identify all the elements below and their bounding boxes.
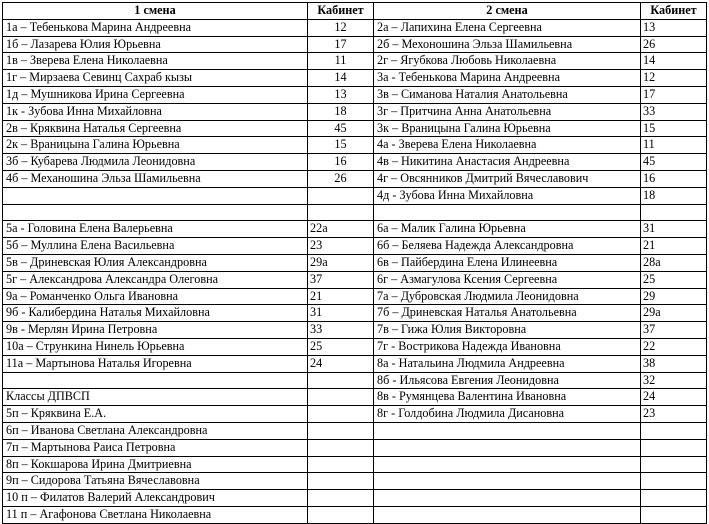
- table-row: [3, 406, 707, 423]
- table-row: [3, 506, 707, 523]
- shift-1-room: 37: [308, 271, 374, 288]
- shift-2-room: [641, 204, 707, 221]
- shift-2-class-teacher: 6г – Азмагулова Ксения Сергеевна: [374, 271, 641, 288]
- shift-2-class-teacher: [374, 473, 641, 490]
- shift-1-room: 29а: [308, 254, 374, 271]
- shift-1-class-teacher: [3, 372, 308, 389]
- table-row: [3, 338, 707, 355]
- shift-1-room: [308, 439, 374, 456]
- shift-1-class-teacher: 1г – Мирзаева Севинц Сахраб кызы: [3, 70, 308, 87]
- shift-1-class-teacher: 5п – Кряквина Е.А.: [3, 406, 308, 423]
- shift-1-room: [308, 506, 374, 523]
- shift-1-room: [308, 204, 374, 221]
- shift-1-class-teacher: 5а - Головина Елена Валерьевна: [3, 221, 308, 238]
- shift-1-class-teacher: 9п – Сидорова Татьяна Вячеславовна: [3, 473, 308, 490]
- table-row: [3, 86, 707, 103]
- shift-2-room: 24: [641, 389, 707, 406]
- shift-1-class-teacher: 6п – Иванова Светлана Александровна: [3, 422, 308, 439]
- shift-2-room: 45: [641, 154, 707, 171]
- shift-2-class-teacher: 8г - Голдобина Людмила Дисановна: [374, 406, 641, 423]
- table-row: [3, 456, 707, 473]
- shift-1-class-teacher: 11а – Мартынова Наталья Игоревна: [3, 355, 308, 372]
- shift-2-class-teacher: 8б - Ильясова Евгения Леонидовна: [374, 372, 641, 389]
- shift-1-room: 31: [308, 305, 374, 322]
- shift-2-room: 38: [641, 355, 707, 372]
- table-row: [3, 422, 707, 439]
- shift-2-class-teacher: 2г – Ягубкова Любовь Николаевна: [374, 53, 641, 70]
- shift-1-class-teacher: 5б – Муллина Елена Васильевна: [3, 238, 308, 255]
- shift-2-class-teacher: 6б – Беляева Надежда Александровна: [374, 238, 641, 255]
- shift-2-room: 17: [641, 86, 707, 103]
- shift-1-class-teacher: 7п – Мартынова Раиса Петровна: [3, 439, 308, 456]
- shift-1-class-teacher: 8п – Кокшарова Ирина Дмитриевна: [3, 456, 308, 473]
- room-2-header: Кабинет: [641, 3, 707, 20]
- shift-2-room: 32: [641, 372, 707, 389]
- shift-2-room: 11: [641, 137, 707, 154]
- shift-1-class-teacher: 5в – Дриневская Юлия Александровна: [3, 254, 308, 271]
- shift-2-class-teacher: 8а - Натальина Людмила Андреевна: [374, 355, 641, 372]
- shift-1-room: 45: [308, 120, 374, 137]
- shift-2-class-teacher: [374, 490, 641, 507]
- table-row: [3, 355, 707, 372]
- room-1-header: Кабинет: [308, 3, 374, 20]
- shift-2-class-teacher: 2б – Мехоношина Эльза Шамильевна: [374, 36, 641, 53]
- shift-1-class-teacher: [3, 204, 308, 221]
- header-row: [3, 3, 707, 20]
- shift-2-room: [641, 506, 707, 523]
- table-row: [3, 238, 707, 255]
- shift-2-room: 22: [641, 338, 707, 355]
- shift-2-room: 15: [641, 120, 707, 137]
- table-row: [3, 288, 707, 305]
- table-row: [3, 204, 707, 221]
- table-row: [3, 490, 707, 507]
- shift-1-room: 23: [308, 238, 374, 255]
- shift-2-class-teacher: 8в - Румянцева Валентина Ивановна: [374, 389, 641, 406]
- shift-2-class-teacher: [374, 439, 641, 456]
- shift-1-room: [308, 422, 374, 439]
- shift-2-room: 25: [641, 271, 707, 288]
- shift-2-class-teacher: 3в – Симанова Наталия Анатольевна: [374, 86, 641, 103]
- table-row: [3, 53, 707, 70]
- shift-2-class-teacher: 3г – Притчина Анна Анатольевна: [374, 103, 641, 120]
- shift-1-room: [308, 473, 374, 490]
- shift-1-room: 12: [308, 19, 374, 36]
- table-row: [3, 221, 707, 238]
- shift-2-room: 28а: [641, 254, 707, 271]
- shift-1-room: 11: [308, 53, 374, 70]
- shift-2-room: 33: [641, 103, 707, 120]
- shift-2-class-teacher: 7б – Дриневская Наталья Анатольевна: [374, 305, 641, 322]
- table-row: [3, 305, 707, 322]
- shift-2-room: 12: [641, 70, 707, 87]
- shift-1-room: [308, 456, 374, 473]
- shift-1-class-teacher: 2к – Враницына Галина Юрьевна: [3, 137, 308, 154]
- shift-1-class-teacher: 1б – Лазарева Юлия Юрьевна: [3, 36, 308, 53]
- shift-1-class-teacher: 9а – Романченко Ольга Ивановна: [3, 288, 308, 305]
- shift-2-room: [641, 456, 707, 473]
- shift-2-room: 13: [641, 19, 707, 36]
- shift-1-room: 24: [308, 355, 374, 372]
- shift-1-header: 1 смена: [3, 3, 308, 20]
- shift-1-class-teacher: 1а – Тебенькова Марина Андреевна: [3, 19, 308, 36]
- shift-1-class-teacher: 1в – Зверева Елена Николаевна: [3, 53, 308, 70]
- shift-1-room: [308, 490, 374, 507]
- shift-1-room: 21: [308, 288, 374, 305]
- shift-2-class-teacher: 3а - Тебенькова Марина Андреевна: [374, 70, 641, 87]
- shift-1-class-teacher: 2в – Кряквина Наталья Сергеевна: [3, 120, 308, 137]
- shift-2-room: 23: [641, 406, 707, 423]
- shift-1-class-teacher: 11 п – Агафонова Светлана Николаевна: [3, 506, 308, 523]
- shift-2-class-teacher: 4г – Овсянников Дмитрий Вячеславович: [374, 170, 641, 187]
- shift-2-room: [641, 439, 707, 456]
- shift-2-room: 29: [641, 288, 707, 305]
- shift-2-room: 29а: [641, 305, 707, 322]
- shift-2-class-teacher: 4а - Зверева Елена Николаевна: [374, 137, 641, 154]
- shift-2-class-teacher: 2а – Лапихина Елена Сергеевна: [374, 19, 641, 36]
- shift-2-class-teacher: 6в – Пайбердина Елена Илинеевна: [374, 254, 641, 271]
- shift-2-class-teacher: [374, 204, 641, 221]
- shift-2-class-teacher: 7а – Дубровская Людмила Леонидовна: [374, 288, 641, 305]
- table-row: [3, 439, 707, 456]
- shift-2-class-teacher: 4д - Зубова Инна Михайловна: [374, 187, 641, 204]
- shift-1-room: 33: [308, 322, 374, 339]
- shift-1-class-teacher: 1д – Мушникова Ирина Сергеевна: [3, 86, 308, 103]
- shift-2-room: [641, 490, 707, 507]
- shift-1-room: 14: [308, 70, 374, 87]
- shift-1-room: 26: [308, 170, 374, 187]
- shift-2-room: [641, 473, 707, 490]
- table-row: [3, 36, 707, 53]
- table-row: [3, 372, 707, 389]
- shift-2-room: 16: [641, 170, 707, 187]
- table-row: [3, 473, 707, 490]
- table-row: [3, 120, 707, 137]
- shift-2-room: 26: [641, 36, 707, 53]
- shift-1-room: [308, 406, 374, 423]
- shift-1-class-teacher: 1к - Зубова Инна Михайловна: [3, 103, 308, 120]
- table-row: [3, 70, 707, 87]
- shift-2-class-teacher: 7в – Гижа Юлия Викторовна: [374, 322, 641, 339]
- shift-1-room: 22а: [308, 221, 374, 238]
- schedule-body: [3, 19, 707, 523]
- table-row: [3, 187, 707, 204]
- shift-2-room: [641, 422, 707, 439]
- shift-2-room: 37: [641, 322, 707, 339]
- shift-2-class-teacher: 6а – Малик Галина Юрьевна: [374, 221, 641, 238]
- schedule-table: [2, 2, 707, 524]
- shift-2-class-teacher: 4в – Никитина Анастасия Андреевна: [374, 154, 641, 171]
- shift-2-room: 14: [641, 53, 707, 70]
- shift-1-room: 15: [308, 137, 374, 154]
- shift-1-class-teacher: 5г – Александрова Александра Олеговна: [3, 271, 308, 288]
- table-row: [3, 154, 707, 171]
- shift-1-class-teacher: 9б - Калибердина Наталья Михайловна: [3, 305, 308, 322]
- shift-1-class-teacher: 10 п – Филатов Валерий Александрович: [3, 490, 308, 507]
- shift-1-room: 17: [308, 36, 374, 53]
- shift-1-room: 18: [308, 103, 374, 120]
- shift-2-header: 2 смена: [374, 3, 641, 20]
- shift-1-room: [308, 187, 374, 204]
- shift-1-room: 25: [308, 338, 374, 355]
- shift-1-room: 16: [308, 154, 374, 171]
- table-row: [3, 322, 707, 339]
- shift-1-class-teacher: 10а – Стрункина Нинель Юрьевна: [3, 338, 308, 355]
- shift-2-class-teacher: 7г - Вострикова Надежда Ивановна: [374, 338, 641, 355]
- shift-2-class-teacher: [374, 456, 641, 473]
- shift-1-class-teacher: Классы ДПВСП: [3, 389, 308, 406]
- shift-1-class-teacher: [3, 187, 308, 204]
- table-row: [3, 170, 707, 187]
- shift-1-room: [308, 372, 374, 389]
- table-row: [3, 271, 707, 288]
- table-row: [3, 137, 707, 154]
- shift-2-room: 31: [641, 221, 707, 238]
- shift-1-room: 13: [308, 86, 374, 103]
- table-row: [3, 254, 707, 271]
- shift-2-class-teacher: [374, 422, 641, 439]
- table-row: [3, 19, 707, 36]
- shift-1-room: [308, 389, 374, 406]
- table-row: [3, 389, 707, 406]
- shift-2-room: 18: [641, 187, 707, 204]
- shift-2-room: 21: [641, 238, 707, 255]
- table-row: [3, 103, 707, 120]
- shift-2-class-teacher: [374, 506, 641, 523]
- shift-1-class-teacher: 4б – Механошина Эльза Шамильевна: [3, 170, 308, 187]
- shift-2-class-teacher: 3к – Враницына Галина Юрьевна: [374, 120, 641, 137]
- shift-1-class-teacher: 9в - Мерлян Ирина Петровна: [3, 322, 308, 339]
- shift-1-class-teacher: 3б – Кубарева Людмила Леонидовна: [3, 154, 308, 171]
